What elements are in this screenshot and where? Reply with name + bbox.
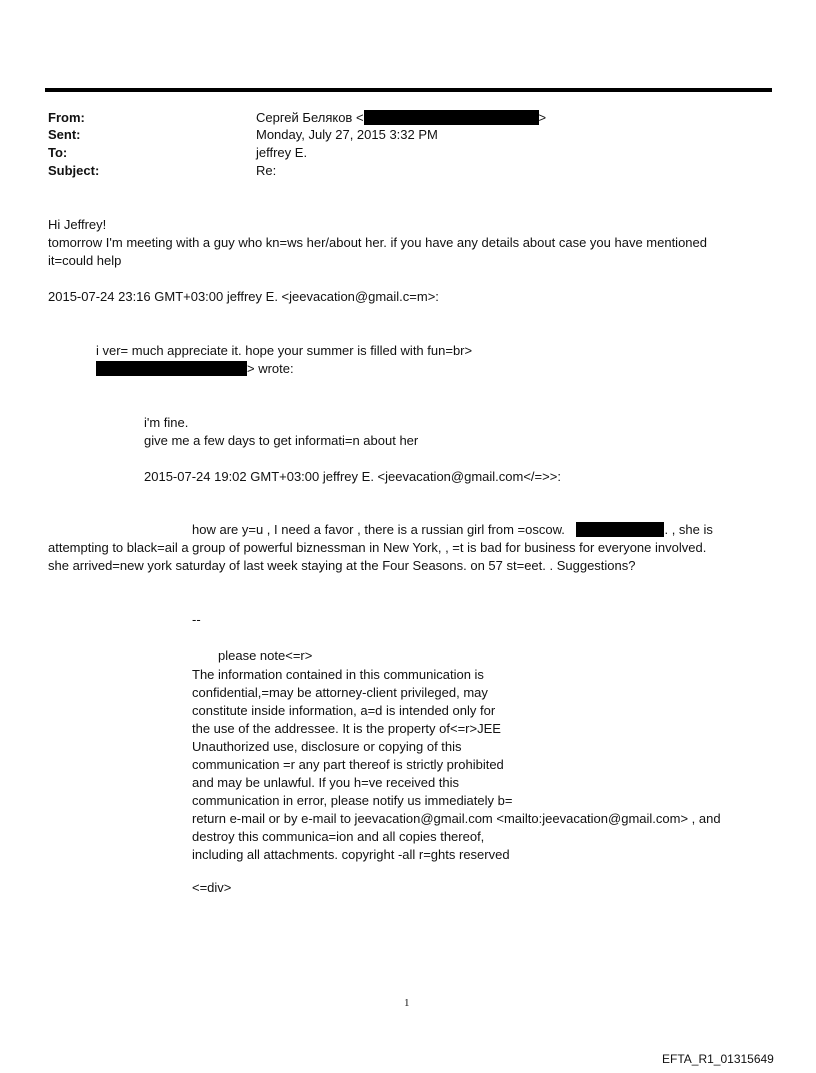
redaction-box [576,522,664,537]
disclaimer-line: communication in error, please notify us immediately b= [192,793,513,808]
sent-value: Monday, July 27, 2015 3:32 PM [256,127,438,142]
quote1-header: 2015-07-24 23:16 GMT+03:00 jeffrey E. <jeevacation@gmail.c=m>: [48,289,439,304]
disclaimer-line: the use of the addressee. It is the property of<=r>JEE [192,721,501,736]
signature-dashes: -- [192,612,201,627]
quote1-line2 [96,361,294,376]
greeting: Hi Jeffrey! [48,217,107,232]
disclaimer-line: and may be unlawful. If you h=ve received this [192,775,460,790]
para1-line1: tomorrow I'm meeting with a guy who kn=ws her/about her. if you have any details about case you have mentioned [48,235,707,250]
disclaimer-line: The information contained in this communication is [192,667,484,682]
sent-label: Sent: [48,127,81,142]
quote3-line2: attempting to black=ail a group of powerful biznessman in New York, , =t is bad for business for everyone involved. [48,540,707,555]
signature-note: please note<=r> [218,648,313,663]
quote3-line1 [192,522,713,537]
quote3-line1-prefix: how are y=u , I need a favor , there is a russian girl from =oscow. [192,522,565,537]
from-label: From: [48,110,85,125]
quote3-line3: she arrived=new york saturday of last week staying at the Four Seasons. on 57 st=eet. . Suggestions? [48,558,636,573]
disclaimer-line: constitute inside information, a=d is intended only for [192,703,496,718]
quote1-wrote: > wrote: [247,361,294,376]
document-id: EFTA_R1_01315649 [662,1052,774,1066]
quote1-line1: i ver= much appreciate it. hope your summer is filled with fun=br> [96,343,473,358]
disclaimer-line: Unauthorized use, disclosure or copying of this [192,739,462,754]
para1-line2: it=could help [48,253,122,268]
div-tag: <=div> [192,880,232,895]
from-name: Сергей Беляков < [256,110,364,125]
disclaimer-block [192,666,721,864]
redaction-box [96,361,247,376]
quote3-line1-suffix: . , she is [664,522,713,537]
to-value: jeffrey E. [256,145,308,160]
quote2-header: 2015-07-24 19:02 GMT+03:00 jeffrey E. <jeevacation@gmail.com</=>>: [144,469,561,484]
quote2-line2: give me a few days to get informati=n about her [144,433,419,448]
quote2-line1: i'm fine. [144,415,189,430]
header-rule [45,88,772,92]
disclaimer-line: communication =r any part thereof is strictly prohibited [192,757,504,772]
disclaimer-line: return e-mail or by e-mail to jeevacation@gmail.com <mailto:jeevacation@gmail.com> , and [192,811,721,826]
from-close: > [538,110,547,125]
subject-label: Subject: [48,163,100,178]
to-label: To: [48,145,68,160]
page-number: 1 [404,997,410,1009]
redaction-box [364,110,539,125]
disclaimer-line: destroy this communica=ion and all copies thereof, [192,829,485,844]
from-value [256,110,546,125]
disclaimer-line: confidential,=may be attorney-client privileged, may [192,685,488,700]
subject-value: Re: [256,163,277,178]
disclaimer-line: including all attachments. copyright -all r=ghts reserved [192,847,510,862]
